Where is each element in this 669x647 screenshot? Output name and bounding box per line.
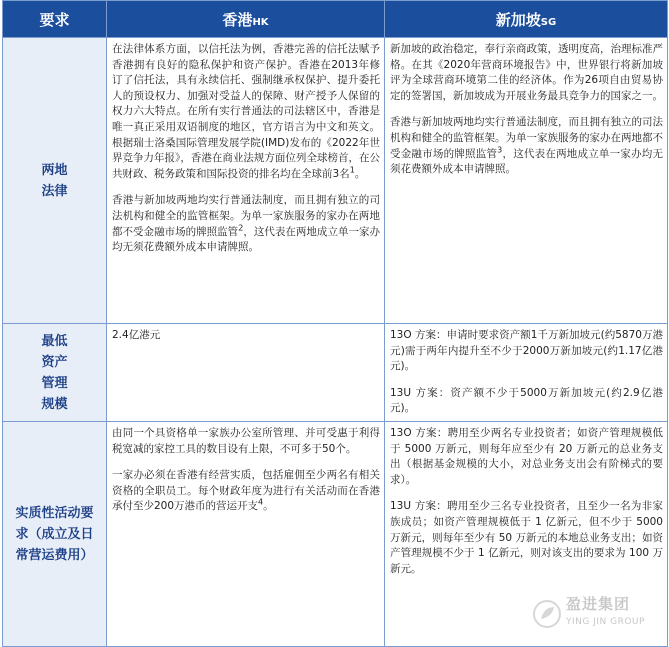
hk-min-aum-text: 2.4亿港元 xyxy=(112,329,161,341)
sg-substance-13u: 13U 方案：聘用至少三名专业投资者，且至少一名为非家族成员；如资产管理规模低于 1 亿新元，但不少于 5000万新元，则每年至少有 50 万新元的本地总业务支出；如资产管理规模不少于 1 亿新元，则对该支出的要求为 100 万新元。 xyxy=(390,500,663,575)
hk-cell-law xyxy=(107,38,385,324)
watermark-brand-en: YING JIN GROUP xyxy=(566,617,645,627)
sg-cell-min-aum xyxy=(385,324,668,422)
hk-law-para-2: 香港与新加坡两地均实行普通法制度，而且拥有独立的司法机构和健全的监管框架。为单一家族服务的家办在两地都不受金融市场的牌照监管$^2$，这代表在两地成立单一家办均无须花费额外成本申请牌照。 xyxy=(112,194,381,254)
sg-law-para-1: 新加坡的政治稳定，奉行亲商政策，透明度高，治理标准严格。在其《2020年营商环境报告》中，世界银行将新加坡评为全球营商环境第二佳的经济体。作为26项自由贸易协定的签署国，新加坡成为开展业务最具竞争力的国家之一。 xyxy=(390,43,663,102)
header-singapore: 新加坡SG xyxy=(385,1,668,38)
hk-cell-substance xyxy=(107,422,385,647)
table-header-row xyxy=(3,1,668,38)
table-row-substance xyxy=(3,422,668,647)
hk-substance-para-1: 由同一个具资格单一家族办公室所管理、并可受惠于利得税宽减的家控工具的数目设有上限，不可多于50个。 xyxy=(112,427,380,455)
header-requirement: 要求 xyxy=(3,1,107,38)
hk-law-para-1: 在法律体系方面，以信托法为例，香港完善的信托法赋予香港拥有良好的隐私保护和资产保护。香港在2013年修订了信托法，具有永续信托、强制继承权保护、提升委托人的预设权力、加强对受益人的保障、财产授予人保留的权力六大特点。在所有实行普通法的司法辖区中，香港是唯一真正采用双语制度的地区，官方语言为中文和英文。根据瑞士洛桑国际管理发展学院(IMD)发布的《2022年世界竞争力年报》，香港在商业法规方面位列全球榜首，在公共财政、税务政策和国际投资的排名均在全球前3名$^1$。 xyxy=(112,43,380,180)
row-label-min-aum: 最低 资产 管理 规模 xyxy=(3,324,107,422)
sg-min-aum-13o: 13O 方案：申请时要求资产额1千万新加坡元(约5870万港元)需于两年内提升至不少于2000万新加坡元(约1.17亿港元)。 xyxy=(390,329,663,373)
row-label-substance: 实质性活动要 求（成立及日 常营运费用） xyxy=(3,422,107,647)
sg-cell-substance xyxy=(385,422,668,647)
sg-min-aum-13u: 13U 方案：资产额不少于5000万新加坡元(约2.9亿港元)。 xyxy=(390,386,663,415)
row-label-law: 两地 法律 xyxy=(3,38,107,324)
comparison-table xyxy=(2,0,668,647)
hk-cell-min-aum xyxy=(107,324,385,422)
watermark-brand-cn: 盈进集团 xyxy=(566,595,631,613)
table-row-min-aum xyxy=(3,324,668,422)
hk-substance-para-2: 一家办必须在香港有经营实质，包括雇佣至少两名有相关资格的全职员工。每个财政年度为进行有关活动而在香港承付至少200万港币的营运开支$^4$。 xyxy=(112,469,380,513)
header-hongkong: 香港HK xyxy=(107,1,385,38)
sg-law-para-2: 香港与新加坡两地均实行普通法制度，而且拥有独立的司法机构和健全的监管框架。为单一家族服务的家办在两地都不受金融市场的牌照监管$^3$，这代表在两地成立单一家办均无须花费额外成本申请牌照。 xyxy=(390,116,664,176)
sg-cell-law xyxy=(385,38,668,324)
table-row-law xyxy=(3,38,668,324)
sg-substance-13o: 13O 方案：聘用至少两名专业投资者；如资产管理规模低于 5000 万新元，则每年应至少有 20 万新元的总业务支出（根据基金规模的大小，对总业务支出会有阶梯式的要求）。 xyxy=(390,427,663,486)
